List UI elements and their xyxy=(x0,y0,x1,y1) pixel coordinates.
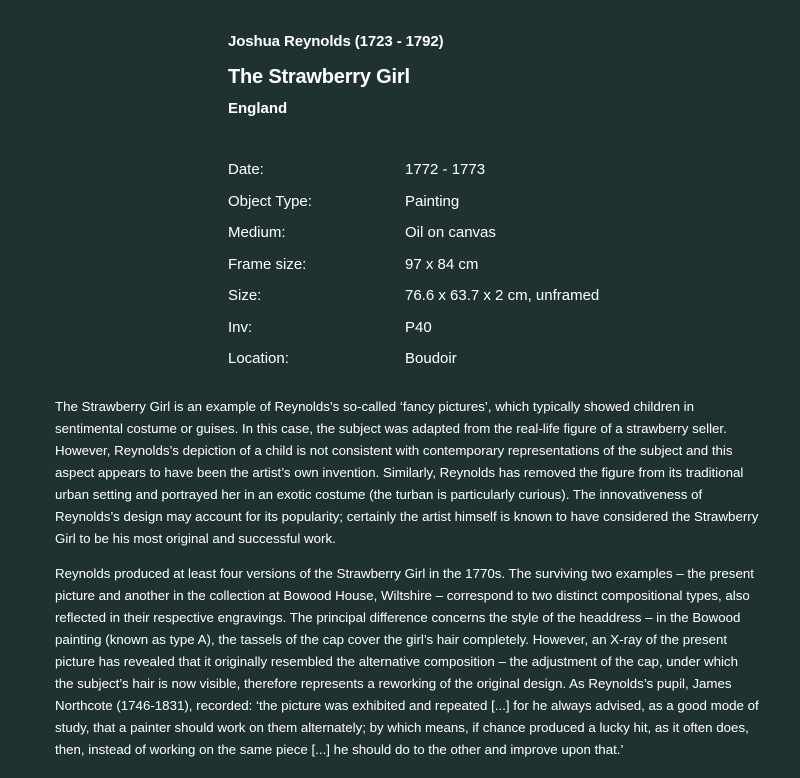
detail-row-inventory xyxy=(228,312,748,344)
artwork-description xyxy=(55,396,760,761)
description-paragraph: Reynolds produced at least four versions of the Strawberry Girl in the 1770s. The surviving two examples – the present picture and another in the collection at Bowood House, Wiltshire – correspond to two distinct compositional types, also reflected in their respective engravings. The principal difference concerns the style of the headdress – in the Bowood painting (known as type A), the tassels of the cap cover the girl’s hair completely. However, an X-ray of the present picture has revealed that it originally resembled the alternative composition – the adjustment of the cap, under which the subject’s hair is now visible, therefore represents a reworking of the original design. As Reynolds’s pupil, James Northcote (1746-1831), recorded: ‘the picture was exhibited and repeated [...] for he always advised, as a good mode of study, that a painter should work on them alternately; by which means, if chance produced a lucky hit, as it often does, then, instead of working on the same piece [...] he should do to the other and improve upon that.’ xyxy=(55,566,759,757)
detail-value-object-type: Painting xyxy=(405,192,460,210)
artwork-title: The Strawberry Girl xyxy=(228,66,410,88)
detail-row-date xyxy=(228,154,748,186)
detail-row-size xyxy=(228,280,748,312)
detail-label-date: Date: xyxy=(228,161,264,179)
detail-value-inventory: P40 xyxy=(405,318,432,336)
detail-label-inventory: Inv: xyxy=(228,318,253,336)
detail-label-frame-size: Frame size: xyxy=(228,255,307,273)
detail-row-object-type xyxy=(228,186,748,218)
detail-value-medium: Oil on canvas xyxy=(405,224,496,242)
artwork-origin: England xyxy=(228,100,288,117)
detail-row-location xyxy=(228,343,748,375)
detail-label-medium: Medium: xyxy=(228,224,286,242)
detail-value-location: Boudoir xyxy=(405,350,457,368)
detail-label-location: Location: xyxy=(228,350,289,368)
detail-row-frame-size xyxy=(228,249,748,281)
artist-name: Joshua Reynolds (1723 - 1792) xyxy=(228,33,444,50)
detail-value-frame-size: 97 x 84 cm xyxy=(405,255,479,273)
detail-label-size: Size: xyxy=(228,287,262,305)
artwork-header xyxy=(228,30,748,121)
detail-label-object-type: Object Type: xyxy=(228,192,312,210)
detail-row-medium xyxy=(228,217,748,249)
description-paragraph: The Strawberry Girl is an example of Reynolds’s so-called ‘fancy pictures’, which typically showed children in sentimental costume or guises. In this case, the subject was adapted from the real-life figure of a strawberry seller. However, Reynolds’s depiction of a child is not consistent with contemporary representations of the subject and this aspect appears to have been the artist’s own invention. Similarly, Reynolds has removed the figure from its traditional urban setting and portrayed her in an exotic costume (the turban is particularly curious). The innovativeness of Reynolds’s design may account for its popularity; certainly the artist himself is known to have considered the Strawberry Girl to be his most original and successful work. xyxy=(55,399,759,546)
detail-value-size: 76.6 x 63.7 x 2 cm, unframed xyxy=(405,287,600,305)
detail-value-date: 1772 - 1773 xyxy=(405,161,486,179)
artwork-details xyxy=(228,154,748,375)
